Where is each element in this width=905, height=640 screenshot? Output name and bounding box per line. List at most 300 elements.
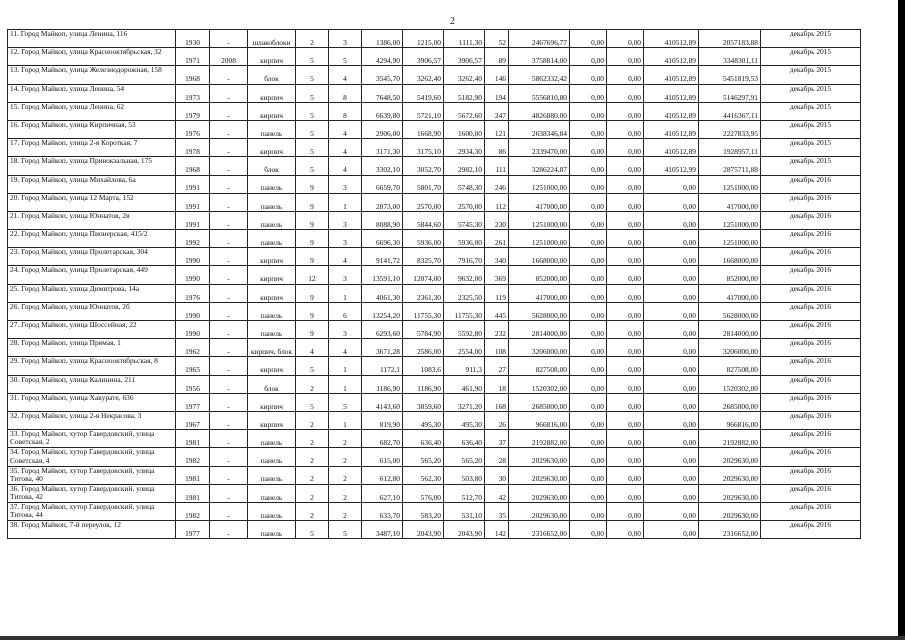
- total-cost-cell: 2638346,84: [509, 120, 570, 138]
- table-row: [8, 157, 861, 175]
- year-cell: 1981: [176, 466, 210, 484]
- total-cost-cell: 2316652,00: [509, 521, 570, 539]
- residents-cell: 194: [485, 84, 509, 102]
- floors-cell: 9: [296, 175, 329, 193]
- residents-cell: 42: [485, 484, 509, 502]
- table-row: [8, 48, 861, 66]
- total-area-cell: 6659,70: [362, 175, 403, 193]
- address-cell: 30. Город Майкоп, улица Калинина, 211: [8, 375, 176, 393]
- regional-budget-cell: 0,00: [607, 484, 644, 502]
- floors-cell: 9: [296, 211, 329, 229]
- residential-area-cell: 3052,70: [403, 157, 444, 175]
- residents-cell: 112: [485, 193, 509, 211]
- residential-area-cell: 5936,00: [403, 230, 444, 248]
- regional-budget-cell: 0,00: [607, 521, 644, 539]
- deadline-cell: декабрь 2015: [761, 66, 861, 84]
- regional-budget-cell: 0,00: [607, 284, 644, 302]
- total-cost-cell: 852000,00: [509, 266, 570, 284]
- table-row: [8, 193, 861, 211]
- table-row: [8, 66, 861, 84]
- owned-area-cell: 2982,10: [444, 157, 485, 175]
- wall-material-cell: кирпич: [248, 411, 296, 429]
- residential-area-cell: 583,20: [403, 502, 444, 520]
- wall-material-cell: кирпич: [248, 102, 296, 120]
- owned-area-cell: 3271,20: [444, 393, 485, 411]
- renovation-year-cell: -: [210, 521, 248, 539]
- total-cost-cell: 2685000,00: [509, 393, 570, 411]
- address-cell: 15. Город Майкоп, улица Ленина, 62: [8, 102, 176, 120]
- total-cost-cell: 417000,00: [509, 284, 570, 302]
- wall-material-cell: панель: [248, 175, 296, 193]
- total-area-cell: 633,70: [362, 502, 403, 520]
- year-cell: 1990: [176, 266, 210, 284]
- residents-cell: 37: [485, 430, 509, 448]
- entrances-cell: 1: [329, 411, 362, 429]
- fund-cell: 0,00: [570, 302, 607, 320]
- residents-cell: 18: [485, 375, 509, 393]
- residents-cell: 261: [485, 230, 509, 248]
- entrances-cell: 3: [329, 266, 362, 284]
- total-cost-cell: 1251000,00: [509, 211, 570, 229]
- year-cell: 1977: [176, 521, 210, 539]
- address-cell: 14. Город Майкоп, улица Ленина, 54: [8, 84, 176, 102]
- owned-area-cell: 1600,00: [444, 120, 485, 138]
- local-budget-cell: 410512,89: [644, 139, 699, 157]
- residential-area-cell: 495,30: [403, 411, 444, 429]
- total-cost-cell: 966816,00: [509, 411, 570, 429]
- floors-cell: 5: [296, 120, 329, 138]
- residential-area-cell: 562,30: [403, 466, 444, 484]
- residential-area-cell: 12074,00: [403, 266, 444, 284]
- owned-area-cell: 2554,00: [444, 339, 485, 357]
- fund-cell: 0,00: [570, 521, 607, 539]
- total-cost-cell: 1251000,00: [509, 230, 570, 248]
- fund-cell: 0,00: [570, 484, 607, 502]
- renovation-year-cell: -: [210, 430, 248, 448]
- table-row: [8, 120, 861, 138]
- year-cell: 1976: [176, 120, 210, 138]
- entrances-cell: 2: [329, 502, 362, 520]
- table-row: [8, 84, 861, 102]
- owners-funds-cell: 2029630,00: [699, 502, 761, 520]
- fund-cell: 0,00: [570, 248, 607, 266]
- deadline-cell: декабрь 2016: [761, 484, 861, 502]
- fund-cell: 0,00: [570, 102, 607, 120]
- owners-funds-cell: 2685000,00: [699, 393, 761, 411]
- entrances-cell: 1: [329, 357, 362, 375]
- table-row: [8, 357, 861, 375]
- year-cell: 1981: [176, 484, 210, 502]
- table-row: [8, 284, 861, 302]
- table-row: [8, 484, 861, 502]
- fund-cell: 0,00: [570, 357, 607, 375]
- total-area-cell: 1186,90: [362, 375, 403, 393]
- residential-area-cell: 11755,30: [403, 302, 444, 320]
- local-budget-cell: 0,00: [644, 357, 699, 375]
- floors-cell: 4: [296, 339, 329, 357]
- owners-funds-cell: 417000,00: [699, 284, 761, 302]
- address-cell: 29. Город Майкоп, улица Краснооктябрьская, 8: [8, 357, 176, 375]
- table-row: [8, 139, 861, 157]
- floors-cell: 5: [296, 521, 329, 539]
- total-cost-cell: 2029630,00: [509, 448, 570, 466]
- residents-cell: 168: [485, 393, 509, 411]
- local-budget-cell: 0,00: [644, 393, 699, 411]
- wall-material-cell: панель: [248, 448, 296, 466]
- address-cell: 20. Город Майкоп, улица 12 Марта, 152: [8, 193, 176, 211]
- address-cell: 24. Город Майкоп, улица Пролетарская, 449: [8, 266, 176, 284]
- regional-budget-cell: 0,00: [607, 48, 644, 66]
- local-budget-cell: 0,00: [644, 375, 699, 393]
- owned-area-cell: 3906,57: [444, 48, 485, 66]
- table-row: [8, 448, 861, 466]
- owned-area-cell: 5182,90: [444, 84, 485, 102]
- renovation-year-cell: -: [210, 484, 248, 502]
- address-cell: 35. Город Майкоп, хутор Гавердовский, улица Титова, 40: [8, 466, 176, 484]
- deadline-cell: декабрь 2016: [761, 339, 861, 357]
- address-cell: 21. Город Майкоп, улица Юннатов, 2в: [8, 211, 176, 229]
- floors-cell: 2: [296, 375, 329, 393]
- year-cell: 1968: [176, 66, 210, 84]
- owners-funds-cell: 966816,00: [699, 411, 761, 429]
- year-cell: 1956: [176, 375, 210, 393]
- table-row: [8, 302, 861, 320]
- entrances-cell: 3: [329, 230, 362, 248]
- fund-cell: 0,00: [570, 266, 607, 284]
- wall-material-cell: кирпич: [248, 139, 296, 157]
- entrances-cell: 1: [329, 375, 362, 393]
- owners-funds-cell: 2029630,00: [699, 484, 761, 502]
- wall-material-cell: кирпич: [248, 248, 296, 266]
- owned-area-cell: 2325,50: [444, 284, 485, 302]
- deadline-cell: декабрь 2016: [761, 230, 861, 248]
- entrances-cell: 4: [329, 66, 362, 84]
- floors-cell: 2: [296, 448, 329, 466]
- owners-funds-cell: 2227833,95: [699, 120, 761, 138]
- address-cell: 34. Город Майкоп, хутор Гавердовский, улица Советская, 4: [8, 448, 176, 466]
- residents-cell: 121: [485, 120, 509, 138]
- residential-area-cell: 1186,90: [403, 375, 444, 393]
- owned-area-cell: 2043,90: [444, 521, 485, 539]
- owners-funds-cell: 2057183,88: [699, 30, 761, 48]
- owned-area-cell: 9632,00: [444, 266, 485, 284]
- local-budget-cell: 410512,89: [644, 120, 699, 138]
- entrances-cell: 3: [329, 175, 362, 193]
- regional-budget-cell: 0,00: [607, 411, 644, 429]
- owned-area-cell: 503,80: [444, 466, 485, 484]
- owned-area-cell: 2570,00: [444, 193, 485, 211]
- residents-cell: 340: [485, 248, 509, 266]
- floors-cell: 9: [296, 302, 329, 320]
- deadline-cell: декабрь 2016: [761, 248, 861, 266]
- address-cell: 32. Город Майкоп, улица 2-я Некрасова, 3: [8, 411, 176, 429]
- address-cell: 16. Город Майкоп, улица Кирпичная, 53: [8, 120, 176, 138]
- local-budget-cell: 0,00: [644, 521, 699, 539]
- local-budget-cell: 0,00: [644, 266, 699, 284]
- residential-area-cell: 5844,60: [403, 211, 444, 229]
- table-row: [8, 175, 861, 193]
- total-area-cell: 627,10: [362, 484, 403, 502]
- entrances-cell: 2: [329, 448, 362, 466]
- wall-material-cell: панель: [248, 484, 296, 502]
- year-cell: 1973: [176, 84, 210, 102]
- year-cell: 1978: [176, 139, 210, 157]
- table-row: [8, 211, 861, 229]
- year-cell: 1982: [176, 502, 210, 520]
- fund-cell: 0,00: [570, 230, 607, 248]
- total-area-cell: 13254,20: [362, 302, 403, 320]
- regional-budget-cell: 0,00: [607, 321, 644, 339]
- owners-funds-cell: 2029630,00: [699, 466, 761, 484]
- fund-cell: 0,00: [570, 193, 607, 211]
- address-cell: 19. Город Майкоп, улица Михайлова, 6а: [8, 175, 176, 193]
- year-cell: 1968: [176, 157, 210, 175]
- table-row: [8, 411, 861, 429]
- entrances-cell: 4: [329, 339, 362, 357]
- total-cost-cell: 5628000,00: [509, 302, 570, 320]
- entrances-cell: 4: [329, 139, 362, 157]
- address-cell: 38. Город Майкоп, 7-й переулок, 12: [8, 521, 176, 539]
- address-cell: 22. Город Майкоп, улица Пионерская, 415/2: [8, 230, 176, 248]
- address-cell: 31. Город Майкоп, улица Хакурате, 636: [8, 393, 176, 411]
- deadline-cell: декабрь 2016: [761, 193, 861, 211]
- entrances-cell: 4: [329, 120, 362, 138]
- floors-cell: 5: [296, 48, 329, 66]
- wall-material-cell: кирпич: [248, 48, 296, 66]
- owned-area-cell: 3262,40: [444, 66, 485, 84]
- floors-cell: 2: [296, 502, 329, 520]
- owned-area-cell: 911,3: [444, 357, 485, 375]
- wall-material-cell: кирпич: [248, 266, 296, 284]
- regional-budget-cell: 0,00: [607, 393, 644, 411]
- table-row: [8, 393, 861, 411]
- address-cell: 27. Город Майкоп, улица Шоссейная, 22: [8, 321, 176, 339]
- floors-cell: 5: [296, 66, 329, 84]
- residential-area-cell: 2361,30: [403, 284, 444, 302]
- total-area-cell: 682,70: [362, 430, 403, 448]
- residential-area-cell: 576,00: [403, 484, 444, 502]
- regional-budget-cell: 0,00: [607, 66, 644, 84]
- total-area-cell: 4294,90: [362, 48, 403, 66]
- address-cell: 12. Город Майкоп, улица Краснооктябрьская, 32: [8, 48, 176, 66]
- residents-cell: 52: [485, 30, 509, 48]
- address-cell: 11. Город Майкоп, улица Ленина, 116: [8, 30, 176, 48]
- floors-cell: 5: [296, 84, 329, 102]
- owners-funds-cell: 1520302,00: [699, 375, 761, 393]
- fund-cell: 0,00: [570, 175, 607, 193]
- deadline-cell: декабрь 2015: [761, 120, 861, 138]
- renovation-year-cell: -: [210, 248, 248, 266]
- entrances-cell: 5: [329, 48, 362, 66]
- residential-area-cell: 5721,10: [403, 102, 444, 120]
- year-cell: 1971: [176, 48, 210, 66]
- deadline-cell: декабрь 2015: [761, 48, 861, 66]
- residents-cell: 230: [485, 211, 509, 229]
- floors-cell: 9: [296, 321, 329, 339]
- residents-cell: 445: [485, 302, 509, 320]
- owners-funds-cell: 1928957,11: [699, 139, 761, 157]
- total-area-cell: 1386,00: [362, 30, 403, 48]
- entrances-cell: 5: [329, 393, 362, 411]
- residential-area-cell: 3175,10: [403, 139, 444, 157]
- renovation-year-cell: -: [210, 157, 248, 175]
- renovation-year-cell: -: [210, 230, 248, 248]
- residential-area-cell: 1083,6: [403, 357, 444, 375]
- deadline-cell: декабрь 2016: [761, 211, 861, 229]
- owned-area-cell: 5936,00: [444, 230, 485, 248]
- year-cell: 1990: [176, 248, 210, 266]
- renovation-year-cell: -: [210, 339, 248, 357]
- entrances-cell: 8: [329, 102, 362, 120]
- floors-cell: 2: [296, 466, 329, 484]
- fund-cell: 0,00: [570, 84, 607, 102]
- owned-area-cell: 2934,30: [444, 139, 485, 157]
- address-cell: 25. Город Майкоп, улица Димитрова, 14а: [8, 284, 176, 302]
- total-cost-cell: 5556810,80: [509, 84, 570, 102]
- wall-material-cell: кирпич: [248, 84, 296, 102]
- year-cell: 1991: [176, 175, 210, 193]
- wall-material-cell: панель: [248, 230, 296, 248]
- owned-area-cell: 461,90: [444, 375, 485, 393]
- total-cost-cell: 1520302,00: [509, 375, 570, 393]
- regional-budget-cell: 0,00: [607, 357, 644, 375]
- wall-material-cell: кирпич: [248, 393, 296, 411]
- residential-area-cell: 2586,00: [403, 339, 444, 357]
- residents-cell: 86: [485, 139, 509, 157]
- regional-budget-cell: 0,00: [607, 175, 644, 193]
- wall-material-cell: кирпич: [248, 284, 296, 302]
- regional-budget-cell: 0,00: [607, 157, 644, 175]
- total-area-cell: 3545,70: [362, 66, 403, 84]
- total-area-cell: 612,80: [362, 466, 403, 484]
- local-budget-cell: 410512,89: [644, 48, 699, 66]
- regional-budget-cell: 0,00: [607, 466, 644, 484]
- fund-cell: 0,00: [570, 339, 607, 357]
- floors-cell: 5: [296, 393, 329, 411]
- entrances-cell: 1: [329, 284, 362, 302]
- total-cost-cell: 4826880,00: [509, 102, 570, 120]
- total-area-cell: 615,00: [362, 448, 403, 466]
- wall-material-cell: панель: [248, 211, 296, 229]
- floors-cell: 2: [296, 411, 329, 429]
- renovation-year-cell: 2008: [210, 48, 248, 66]
- residents-cell: 89: [485, 48, 509, 66]
- owned-area-cell: 7916,70: [444, 248, 485, 266]
- entrances-cell: 8: [329, 84, 362, 102]
- fund-cell: 0,00: [570, 321, 607, 339]
- deadline-cell: декабрь 2015: [761, 30, 861, 48]
- renovation-year-cell: -: [210, 321, 248, 339]
- year-cell: 1979: [176, 102, 210, 120]
- entrances-cell: 2: [329, 430, 362, 448]
- owners-funds-cell: 3348301,11: [699, 48, 761, 66]
- owners-funds-cell: 2029630,00: [699, 448, 761, 466]
- renovation-year-cell: -: [210, 139, 248, 157]
- entrances-cell: 4: [329, 248, 362, 266]
- regional-budget-cell: 0,00: [607, 211, 644, 229]
- total-area-cell: 13591,10: [362, 266, 403, 284]
- total-cost-cell: 2814000,00: [509, 321, 570, 339]
- address-cell: 36. Город Майкоп, хутор Гавердовский, улица Титова, 42: [8, 484, 176, 502]
- floors-cell: 2: [296, 430, 329, 448]
- local-budget-cell: 0,00: [644, 211, 699, 229]
- total-cost-cell: 2029630,00: [509, 466, 570, 484]
- local-budget-cell: 0,00: [644, 339, 699, 357]
- year-cell: 1976: [176, 284, 210, 302]
- year-cell: 1981: [176, 430, 210, 448]
- wall-material-cell: кирпич, блок: [248, 339, 296, 357]
- table-row: [8, 521, 861, 539]
- regional-budget-cell: 0,00: [607, 120, 644, 138]
- regional-budget-cell: 0,00: [607, 266, 644, 284]
- fund-cell: 0,00: [570, 157, 607, 175]
- regional-budget-cell: 0,00: [607, 230, 644, 248]
- total-area-cell: 7648,50: [362, 84, 403, 102]
- deadline-cell: декабрь 2016: [761, 375, 861, 393]
- entrances-cell: 4: [329, 157, 362, 175]
- regional-budget-cell: 0,00: [607, 30, 644, 48]
- owners-funds-cell: 827508,00: [699, 357, 761, 375]
- residents-cell: 369: [485, 266, 509, 284]
- address-cell: 18. Город Майкоп, улица Привокзальная, 175: [8, 157, 176, 175]
- local-budget-cell: 410512,89: [644, 84, 699, 102]
- year-cell: 1990: [176, 321, 210, 339]
- local-budget-cell: 0,00: [644, 175, 699, 193]
- entrances-cell: 6: [329, 302, 362, 320]
- total-cost-cell: 5862332,42: [509, 66, 570, 84]
- owned-area-cell: 495,30: [444, 411, 485, 429]
- wall-material-cell: панель: [248, 466, 296, 484]
- year-cell: 1930: [176, 30, 210, 48]
- owners-funds-cell: 3206000,00: [699, 339, 761, 357]
- fund-cell: 0,00: [570, 211, 607, 229]
- renovation-year-cell: -: [210, 175, 248, 193]
- fund-cell: 0,00: [570, 393, 607, 411]
- total-cost-cell: 3286224,87: [509, 157, 570, 175]
- regional-budget-cell: 0,00: [607, 302, 644, 320]
- total-area-cell: 4061,30: [362, 284, 403, 302]
- floors-cell: 2: [296, 484, 329, 502]
- renovation-year-cell: -: [210, 466, 248, 484]
- table-row: [8, 466, 861, 484]
- address-cell: 37. Город Майкоп, хутор Гавердовский, улица Титова, 44: [8, 502, 176, 520]
- renovation-year-cell: -: [210, 266, 248, 284]
- residents-cell: 247: [485, 102, 509, 120]
- year-cell: 1992: [176, 230, 210, 248]
- scan-edge-bottom: [0, 636, 905, 640]
- floors-cell: 9: [296, 193, 329, 211]
- owners-funds-cell: 2814000,00: [699, 321, 761, 339]
- entrances-cell: 3: [329, 211, 362, 229]
- entrances-cell: 1: [329, 193, 362, 211]
- deadline-cell: декабрь 2016: [761, 466, 861, 484]
- wall-material-cell: панель: [248, 302, 296, 320]
- residents-cell: 142: [485, 521, 509, 539]
- residential-area-cell: 1215,00: [403, 30, 444, 48]
- table-row: [8, 30, 861, 48]
- fund-cell: 0,00: [570, 66, 607, 84]
- deadline-cell: декабрь 2016: [761, 393, 861, 411]
- deadline-cell: декабрь 2016: [761, 302, 861, 320]
- wall-material-cell: шлакоблоки: [248, 30, 296, 48]
- year-cell: 1982: [176, 448, 210, 466]
- deadline-cell: декабрь 2016: [761, 266, 861, 284]
- regional-budget-cell: 0,00: [607, 193, 644, 211]
- residential-area-cell: 2570,00: [403, 193, 444, 211]
- total-cost-cell: 827508,00: [509, 357, 570, 375]
- floors-cell: 5: [296, 102, 329, 120]
- owned-area-cell: 5745,30: [444, 211, 485, 229]
